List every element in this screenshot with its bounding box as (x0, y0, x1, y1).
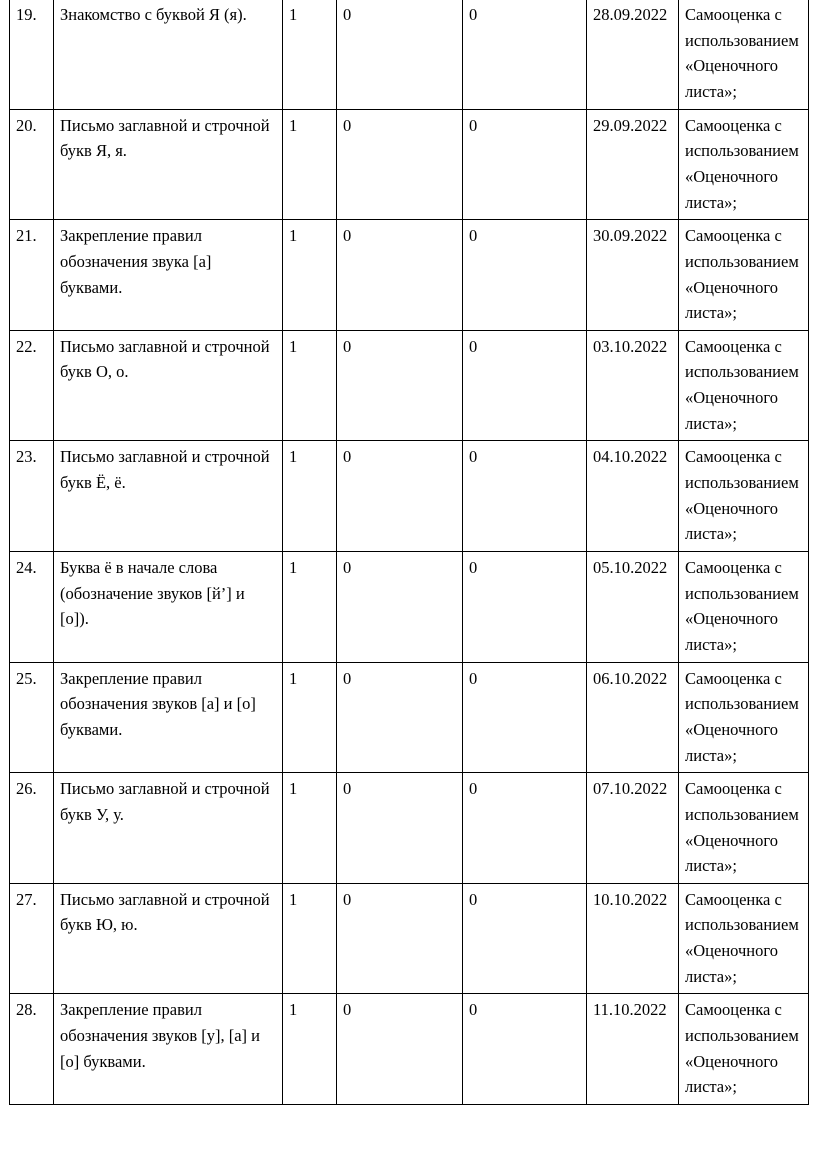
hours-total: 1 (283, 0, 337, 109)
lesson-number: 26. (10, 773, 54, 884)
hours-total: 1 (283, 551, 337, 662)
lesson-topic: Письмо заглавной и строчной букв Я, я. (54, 109, 283, 220)
hours-total: 1 (283, 220, 337, 331)
lesson-number: 24. (10, 551, 54, 662)
control-form: Самооценка с использованием «Оценочного листа»; (679, 773, 809, 884)
hours-control-work: 0 (337, 551, 463, 662)
lesson-date: 04.10.2022 (587, 441, 679, 552)
lesson-number: 27. (10, 883, 54, 994)
lesson-topic: Письмо заглавной и строчной букв У, у. (54, 773, 283, 884)
hours-practical-work: 0 (463, 883, 587, 994)
lesson-topic: Письмо заглавной и строчной букв Ю, ю. (54, 883, 283, 994)
hours-total: 1 (283, 109, 337, 220)
table-row (10, 0, 809, 109)
table-row (10, 220, 809, 331)
hours-practical-work: 0 (463, 994, 587, 1105)
table-row (10, 883, 809, 994)
hours-total: 1 (283, 662, 337, 773)
hours-practical-work: 0 (463, 220, 587, 331)
lesson-number: 19. (10, 0, 54, 109)
hours-practical-work: 0 (463, 0, 587, 109)
control-form: Самооценка с использованием «Оценочного листа»; (679, 441, 809, 552)
table-row (10, 994, 809, 1105)
hours-control-work: 0 (337, 994, 463, 1105)
lesson-plan-table (9, 0, 809, 1105)
table-row (10, 662, 809, 773)
control-form: Самооценка с использованием «Оценочного листа»; (679, 994, 809, 1105)
hours-practical-work: 0 (463, 662, 587, 773)
hours-control-work: 0 (337, 0, 463, 109)
lesson-date: 29.09.2022 (587, 109, 679, 220)
hours-control-work: 0 (337, 220, 463, 331)
table-row (10, 773, 809, 884)
lesson-topic: Закрепление правил обозначения звука [а] буквами. (54, 220, 283, 331)
lesson-date: 30.09.2022 (587, 220, 679, 331)
lesson-topic: Знакомство с буквой Я (я). (54, 0, 283, 109)
hours-practical-work: 0 (463, 109, 587, 220)
control-form: Самооценка с использованием «Оценочного листа»; (679, 883, 809, 994)
lesson-plan-table-body (10, 0, 809, 1104)
hours-total: 1 (283, 883, 337, 994)
hours-practical-work: 0 (463, 441, 587, 552)
lesson-number: 21. (10, 220, 54, 331)
hours-control-work: 0 (337, 883, 463, 994)
hours-control-work: 0 (337, 662, 463, 773)
lesson-date: 03.10.2022 (587, 330, 679, 441)
hours-total: 1 (283, 441, 337, 552)
lesson-number: 28. (10, 994, 54, 1105)
hours-total: 1 (283, 773, 337, 884)
table-row (10, 551, 809, 662)
control-form: Самооценка с использованием «Оценочного листа»; (679, 662, 809, 773)
control-form: Самооценка с использованием «Оценочного листа»; (679, 330, 809, 441)
hours-practical-work: 0 (463, 773, 587, 884)
lesson-date: 10.10.2022 (587, 883, 679, 994)
lesson-topic: Буква ё в начале слова (обозначение звуков [й’] и [о]). (54, 551, 283, 662)
control-form: Самооценка с использованием «Оценочного листа»; (679, 109, 809, 220)
control-form: Самооценка с использованием «Оценочного листа»; (679, 0, 809, 109)
lesson-date: 07.10.2022 (587, 773, 679, 884)
lesson-date: 11.10.2022 (587, 994, 679, 1105)
lesson-number: 25. (10, 662, 54, 773)
lesson-number: 23. (10, 441, 54, 552)
lesson-topic: Письмо заглавной и строчной букв О, о. (54, 330, 283, 441)
lesson-topic: Письмо заглавной и строчной букв Ё, ё. (54, 441, 283, 552)
table-row (10, 441, 809, 552)
control-form: Самооценка с использованием «Оценочного листа»; (679, 220, 809, 331)
hours-practical-work: 0 (463, 330, 587, 441)
lesson-number: 22. (10, 330, 54, 441)
lesson-number: 20. (10, 109, 54, 220)
hours-control-work: 0 (337, 109, 463, 220)
lesson-date: 05.10.2022 (587, 551, 679, 662)
hours-control-work: 0 (337, 773, 463, 884)
hours-total: 1 (283, 330, 337, 441)
table-row (10, 330, 809, 441)
table-row (10, 109, 809, 220)
hours-control-work: 0 (337, 330, 463, 441)
lesson-topic: Закрепление правил обозначения звуков [а] и [о] буквами. (54, 662, 283, 773)
hours-total: 1 (283, 994, 337, 1105)
control-form: Самооценка с использованием «Оценочного листа»; (679, 551, 809, 662)
hours-practical-work: 0 (463, 551, 587, 662)
lesson-date: 06.10.2022 (587, 662, 679, 773)
lesson-topic: Закрепление правил обозначения звуков [у], [а] и [о] буквами. (54, 994, 283, 1105)
lesson-date: 28.09.2022 (587, 0, 679, 109)
hours-control-work: 0 (337, 441, 463, 552)
